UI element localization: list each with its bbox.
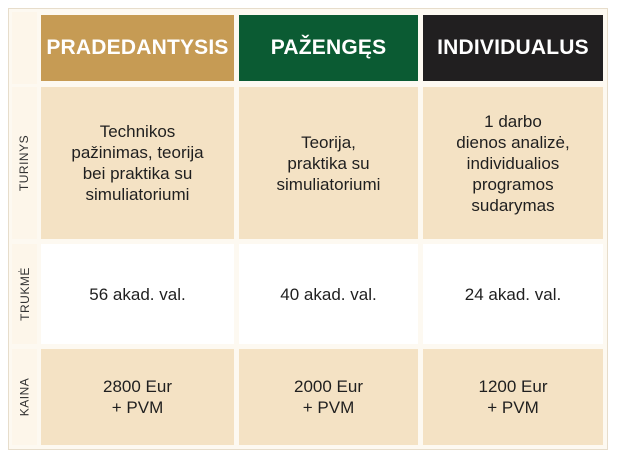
cell-text: 2000 Eur + PVM [294,377,363,417]
table-cell [41,244,234,344]
cell-text: Teorija, praktika su simuliatoriumi [276,132,381,194]
row-label-text: TURINYS [17,134,32,192]
row-label-trukme [12,244,37,344]
column-header-pradedantysis [41,15,234,81]
table-cell [239,244,418,344]
row-label-text: KAINA [17,377,32,417]
corner-cell [12,12,37,84]
column-header-label: PRADEDANTYSIS [46,36,229,59]
table-cell [423,244,603,344]
cell-text: 2800 Eur + PVM [103,377,172,417]
table-cell [41,87,234,239]
row-label-text: TRUKMĖ [17,267,32,321]
column-header-label: INDIVIDUALUS [437,36,589,59]
row-label-kaina [12,349,37,445]
row-label-turinys [12,87,37,239]
table-cell [239,87,418,239]
table-cell [423,87,603,239]
cell-text: 56 akad. val. [89,284,186,304]
cell-text: 1200 Eur + PVM [478,377,548,417]
table-cell [423,349,603,445]
table-cell [239,349,418,445]
cell-text: Technikos pažinimas, teorija bei praktika su simuliatoriumi [71,122,204,204]
cell-text: 24 akad. val. [464,284,562,304]
column-header-label: PAŽENGĘS [270,36,387,59]
pricing-table [8,8,608,450]
cell-text: 1 darbo dienos analizė, individualios programos sudarymas [456,111,570,215]
column-header-pazenges [239,15,418,81]
column-header-individualus [423,15,603,81]
cell-text: 40 akad. val. [280,284,377,304]
table-cell [41,349,234,445]
